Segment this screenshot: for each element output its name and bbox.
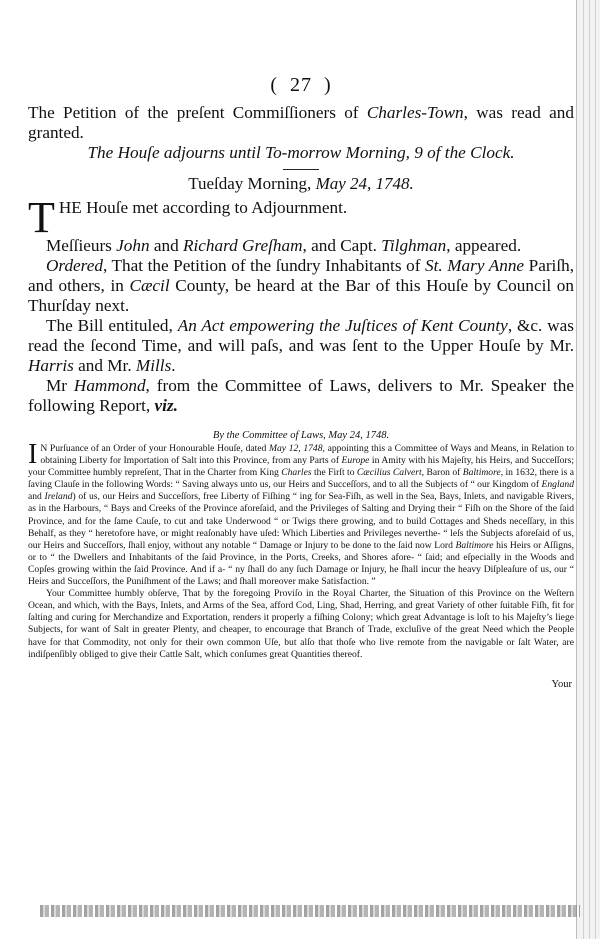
text-run: England [541,479,574,491]
report-body [28,439,575,661]
main-paragraphs [28,236,574,416]
separator-rule [283,169,319,170]
text-run: Mr [46,376,74,395]
date-value: May 24, 1748. [315,174,414,193]
text-run: Baltimore [462,467,501,479]
text-run: Tilghman [381,236,447,255]
text-run: Charles-Town [366,103,464,122]
text-run: the Firſt to [311,467,357,479]
text-run: , in 1632, there is a ſaving Clauſe in the following Words: “ Saving always unto us, our Heirs and Succeſſors, and to all the Subjects of “ our Kingdom of [28,467,574,491]
text-run: Harris [28,356,74,375]
catchword: Your [551,678,572,690]
text-run: Pariſh, and others, in [28,256,574,295]
report-paragraph [28,439,575,588]
text-run: , and Capt. [302,236,382,255]
text-run: Richard Greſham [183,236,303,255]
text-run: and [149,236,184,255]
text-run: , That the Petition of the ſundry Inhabitants of [102,256,425,275]
text-run: Your Committee humbly obſerve, That by the foregoing Proviſo in the Royal Charter, the Situation of this Province on the Weſtern Ocean, and which, with the Bays, Inlets, and Arms of the Sea, afford Cod, Ling, Shad, Herring, and great Variety of other ſuitable Fiſh, fit for ſalting and curing for Merchandize and Exportation, renders it properly a fiſhing Colony; which great Advantage is loſt to his Majeſty’s liege Subjects, for want of Salt in greater Plenty, and cheaper, to encourage that Branch of Trade, excluſive of the great Need which the People have for that Commodity, not only for their own common Uſe, but alſo that thoſe who live remote from the navigable or ſalt Water, are indiſpenſibly obliged to give their Cattle Salt, which conſumes great Quantities thereof. [28,588,574,660]
text-run: Charles [281,467,312,479]
drop-cap: T [28,193,55,242]
text-run: Ireland [44,491,73,503]
page-number-value: 27 [290,74,312,96]
text-run: , from the Committee of Laws, delivers to Mr. Speaker the following Report, [28,376,574,415]
text-run: . [171,356,176,375]
text-run: , &c. was read the ſecond Time, and will paſs, and was ſent to the Upper Houſe by Mr. [28,316,574,355]
edge-line [595,0,596,939]
paragraph [28,316,574,376]
text-run: John [116,236,150,255]
edge-line [583,0,584,939]
paragraph [28,103,574,143]
text-run: , was read and granted. [28,103,574,142]
text-run: ) of us, our Heirs and Succeſſors, free Liberty of Fiſhing “ ing for Sea-Fiſh, as well in the Sea, Bays, Inlets, and navigable Rivers, as in the Harbours, “ Bays and Creeks of the Province aforeſaid, and the Privileges of Salting and Drying their “ Fiſh on the Shore of the ſaid Province, and for the ſame Cauſe, to cut and take Underwood “ or Twigs there growing, and to build Cottages and Sheds neceſſary, in this Behalf, as they “ heretofore have, or might reaſonably have uſed: Which Liberties and Privileges neverthe- “ leſs the Subjects aforeſaid of us, our Heirs and Succeſſors, ſhall enjoy, without any notable “ Damage or Injury to be done to the ſaid now Lord [28,491,574,551]
text-run: his Heirs or Aſſigns, or to “ the Dwellers and Inhabitants of the ſaid Province, in the Ports, Creeks, and Shores afore- “ ſaid; and eſpecially in the Woods and Copſes growing within the ſaid Province. And if a- “ ny ſhall do any ſuch Damage or Injury, he ſhall incur the heavy Diſpleaſure of us, our “ Heirs and Succeſſors, the Puniſhment of the Laws; and ſhall moreover make Satisfaction. ” [28,539,575,588]
page-content [28,64,574,690]
text-run: Ordered [46,256,103,275]
text-run: and [28,491,45,503]
paragraph [28,236,574,256]
text-run: and Mr. [73,356,136,375]
report-paragraph [28,588,574,661]
text-run: County, be heard at the Bar of this Houſe by Council on Thurſday next. [28,276,574,315]
text-run: , Baron of [421,467,463,479]
text-run: Mills [135,356,172,375]
page-edge [576,0,600,939]
text-run: Baltimore [455,539,494,551]
met-text: HE Houſe met according to Adjournment. [58,198,348,217]
text-run: , appeared. [446,236,522,255]
text-run: Europe [341,455,370,467]
met-paragraph [28,193,574,242]
paragraph [28,376,574,416]
text-run: An Act empowering the Juſtices of Kent County [177,316,508,335]
text-run: St. Mary Anne [425,256,525,275]
text-run: The Houſe adjourns until To-morrow Morning, 9 of the Clock. [87,143,515,162]
text-run: Hammond [73,376,146,395]
text-run: in Amity with his Majeſty, his Heirs, and Succeſſors; your Committee humbly repreſent, That in the Charter from King [28,455,574,479]
text-run: Cæcil [129,276,170,295]
text-run: May 12, 1748 [269,443,323,454]
text-run: Cæcilius Calvert [356,467,422,479]
text-run: The Bill entituled, [46,316,178,335]
date-prefix: Tueſday Morning, [188,174,316,193]
text-run: The Petition of the preſent Commiſſioners of [28,103,367,122]
date-line [28,174,574,194]
paragraph [28,256,574,316]
text-run: Meſſieurs [46,236,117,255]
report-drop-cap: I [28,439,38,470]
report-heading: By the Committee of Laws, May 24, 1748. [212,430,390,441]
text-run: , appointing this a Committee of Ways and Means, in Relation to obtaining Liberty for Importation of Salt into this Province, from any Parts of [40,443,574,467]
page-number: ( 27 ) [270,74,332,96]
text-run: viz. [154,396,178,415]
text-run: N Purſuance of an Order of your Honourable Houſe, dated [40,443,269,454]
bottom-edge-noise [40,905,580,917]
paragraph [28,143,574,163]
edge-line [589,0,590,939]
top-paragraphs [28,103,574,163]
